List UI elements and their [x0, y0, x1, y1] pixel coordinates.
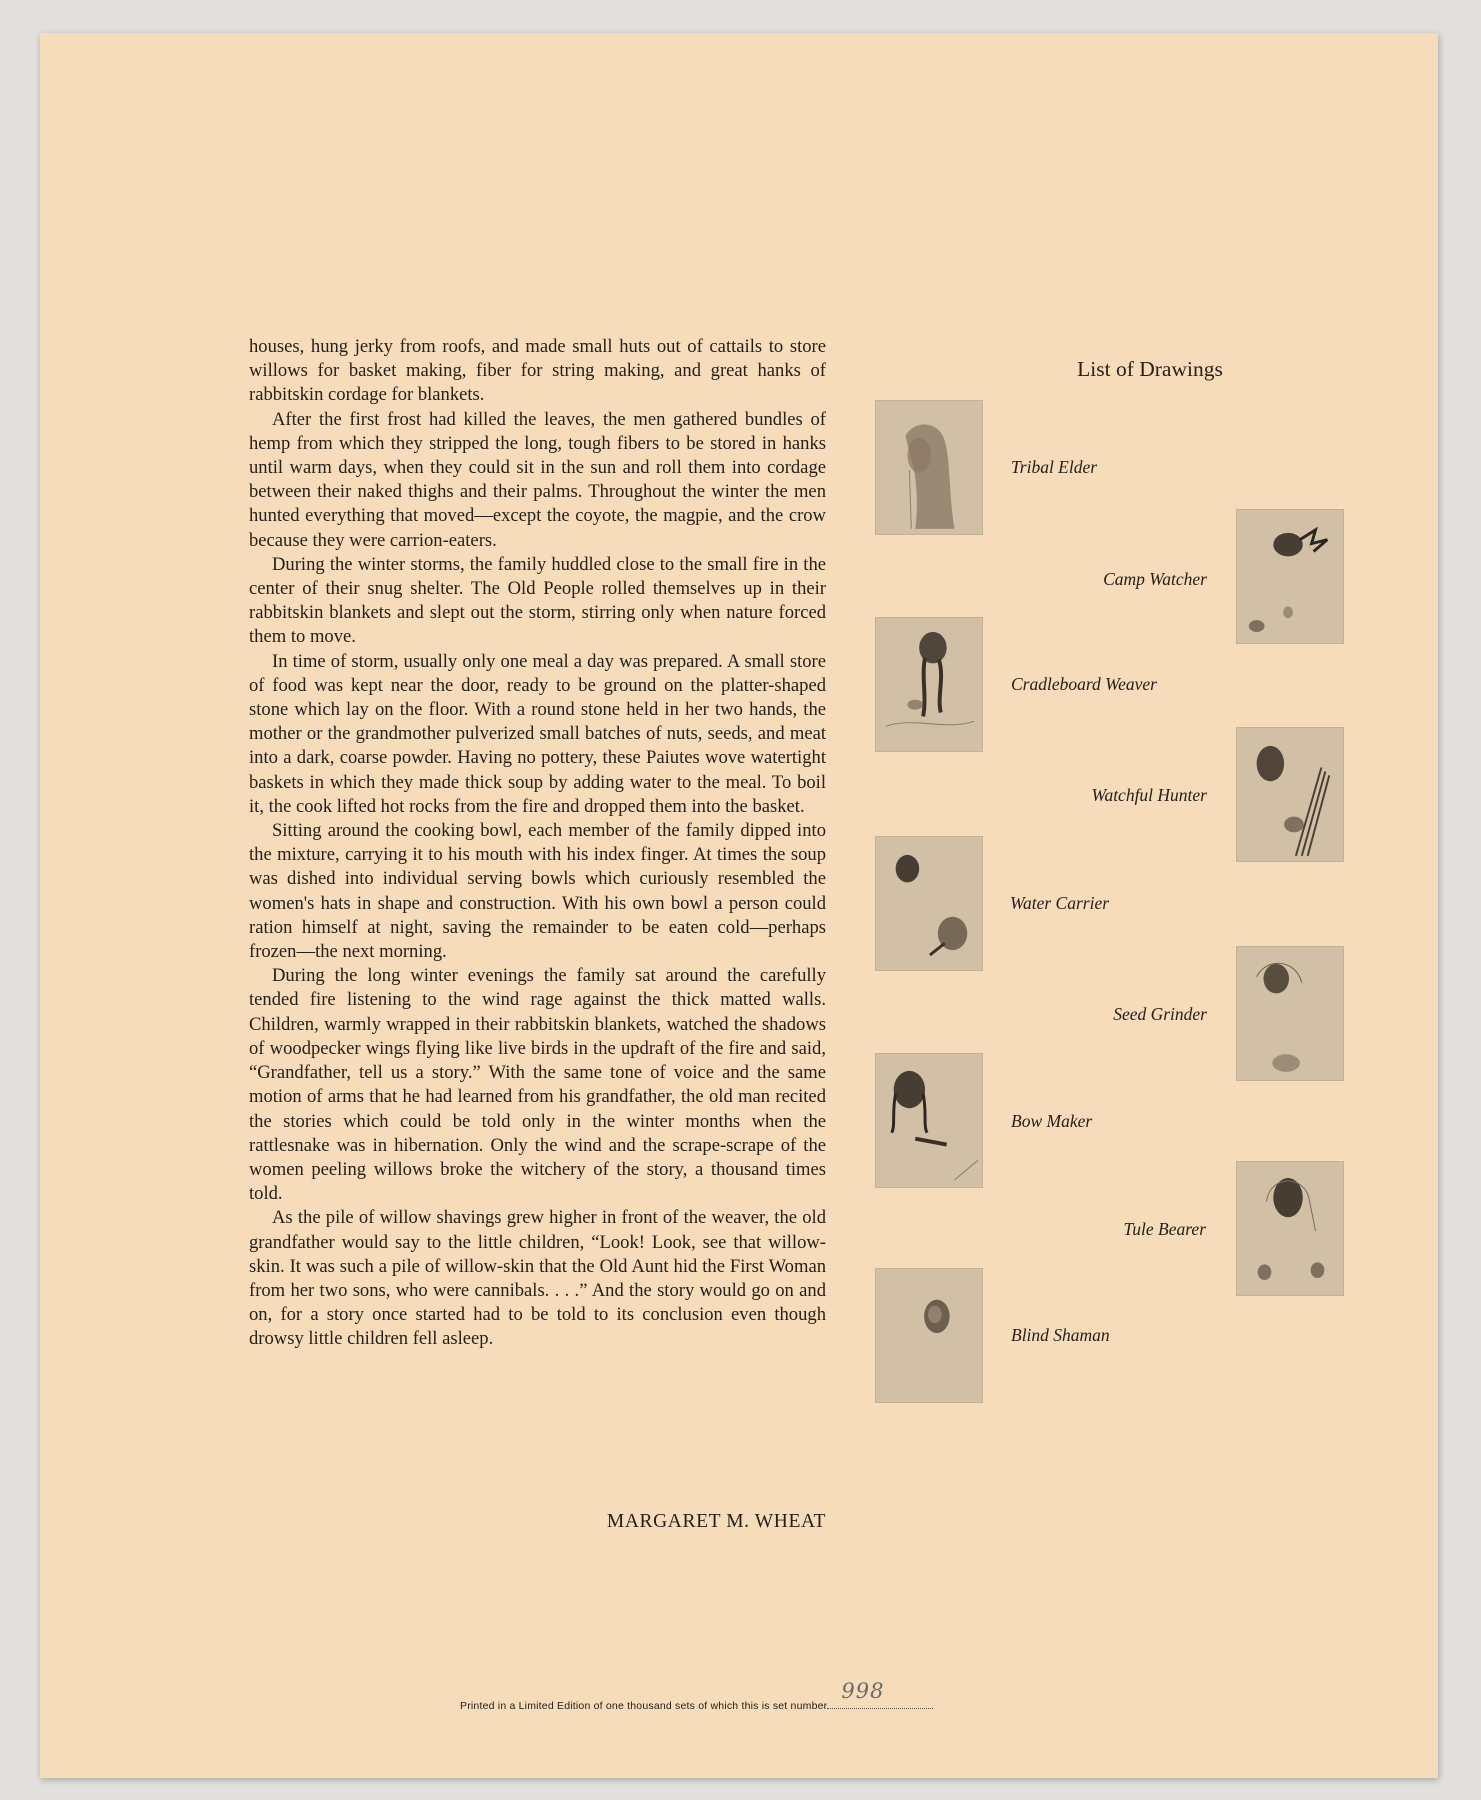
- paragraph: After the first frost had killed the leaves, the men gathered bundles of hemp from which they stripped the long, tough fibers to be stored in hanks until warm days, when they could sit in the sun and roll them into cordage between their naked thighs and their palms. Throughout the winter the men hunted everything that moved—except the coyote, the magpie, and the crow because they were carrion-eaters.: [249, 408, 826, 551]
- colophon-text: Printed in a Limited Edition of one thousand sets of which this is set number: [460, 1700, 828, 1712]
- set-number-line: [827, 1679, 933, 1709]
- set-number: 998: [841, 1679, 885, 1703]
- caption-watchful-hunter: Watchful Hunter: [1091, 785, 1207, 805]
- drawing-thumbnail-tribal-elder: [875, 400, 983, 535]
- colophon: [460, 1679, 1100, 1712]
- caption-bow-maker: Bow Maker: [1011, 1111, 1093, 1131]
- paragraph: During the long winter evenings the family sat around the carefully tended fire listening to the wind rage against the thick matted walls. Children, warmly wrapped in their rabbitskin blankets, watched the shadows of woodpecker wings flying like live birds in the updraft of the fire and said, “Grandfather, tell us a story.” With the same tone of voice and the same motion of arms that he had learned from his grandfather, the old man recited the stories which could be told only in the winter months when the rattlesnake was in hibernation. Only the wind and the scrape-scrape of the women peeling willows broke the witchery of the story, a thousand times told.: [249, 965, 826, 1205]
- author-signature: MARGARET M. WHEAT: [606, 1511, 826, 1532]
- paragraph: As the pile of willow shavings grew higher in front of the weaver, the old grandfather would say to the little children, “Look! Look, see that willow-skin. It was such a pile of willow-skin that the Old Aunt hid the First Woman from her two sons, who were cannibals. . . .” And the story would go on and on, for a story once started had to be told to its conclusion even though drowsy little children fell asleep.: [249, 1207, 826, 1350]
- drawing-thumbnail-tule-bearer: [1236, 1161, 1344, 1296]
- page-sheet: [40, 33, 1438, 1778]
- paragraph: In time of storm, usually only one meal a day was prepared. A small store of food was kept near the door, ready to be ground on the platter-shaped stone which lay on the floor. With a round stone held in her two hands, the mother or the grandmother pulverized small batches of nuts, seeds, and meat into a dark, coarse powder. Having no pottery, these Paiutes wove watertight baskets in which they made thick soup by adding water to the meal. To boil it, the cook lifted hot rocks from the fire and dropped them into the basket.: [249, 650, 826, 817]
- essay-text: [249, 335, 826, 1352]
- caption-blind-shaman: Blind Shaman: [1011, 1325, 1110, 1345]
- drawing-thumbnail-bow-maker: [875, 1053, 983, 1188]
- list-of-drawings-title: List of Drawings: [1077, 357, 1223, 381]
- drawing-thumbnail-watchful-hunter: [1236, 727, 1344, 862]
- drawing-thumbnail-seed-grinder: [1236, 946, 1344, 1081]
- drawing-thumbnail-cradleboard-weaver: [875, 617, 983, 752]
- paragraph: Sitting around the cooking bowl, each member of the family dipped into the mixture, carrying it to his mouth with his index finger. At times the soup was dished into individual serving bowls which curiously resembled the women's hats in shape and construction. With his own bowl a person could ration himself at night, saving the remainder to be eaten cold—perhaps frozen—the next morning.: [249, 820, 826, 963]
- caption-tule-bearer: Tule Bearer: [1123, 1219, 1206, 1239]
- caption-camp-watcher: Camp Watcher: [1103, 569, 1207, 589]
- paragraph: During the winter storms, the family huddled close to the small fire in the center of their snug shelter. The Old People rolled themselves up in their rabbitskin blankets and slept out the storm, stirring only when nature forced them to move.: [249, 553, 826, 648]
- caption-water-carrier: Water Carrier: [1010, 893, 1110, 913]
- caption-cradleboard-weaver: Cradleboard Weaver: [1011, 674, 1157, 694]
- drawing-thumbnail-camp-watcher: [1236, 509, 1344, 644]
- caption-tribal-elder: Tribal Elder: [1011, 457, 1098, 477]
- drawing-thumbnail-blind-shaman: [875, 1268, 983, 1403]
- drawing-thumbnail-water-carrier: [875, 836, 983, 971]
- paragraph: houses, hung jerky from roofs, and made small huts out of cattails to store willows for basket making, fiber for string making, and great hanks of rabbitskin cordage for blankets.: [249, 336, 826, 406]
- caption-seed-grinder: Seed Grinder: [1113, 1004, 1207, 1024]
